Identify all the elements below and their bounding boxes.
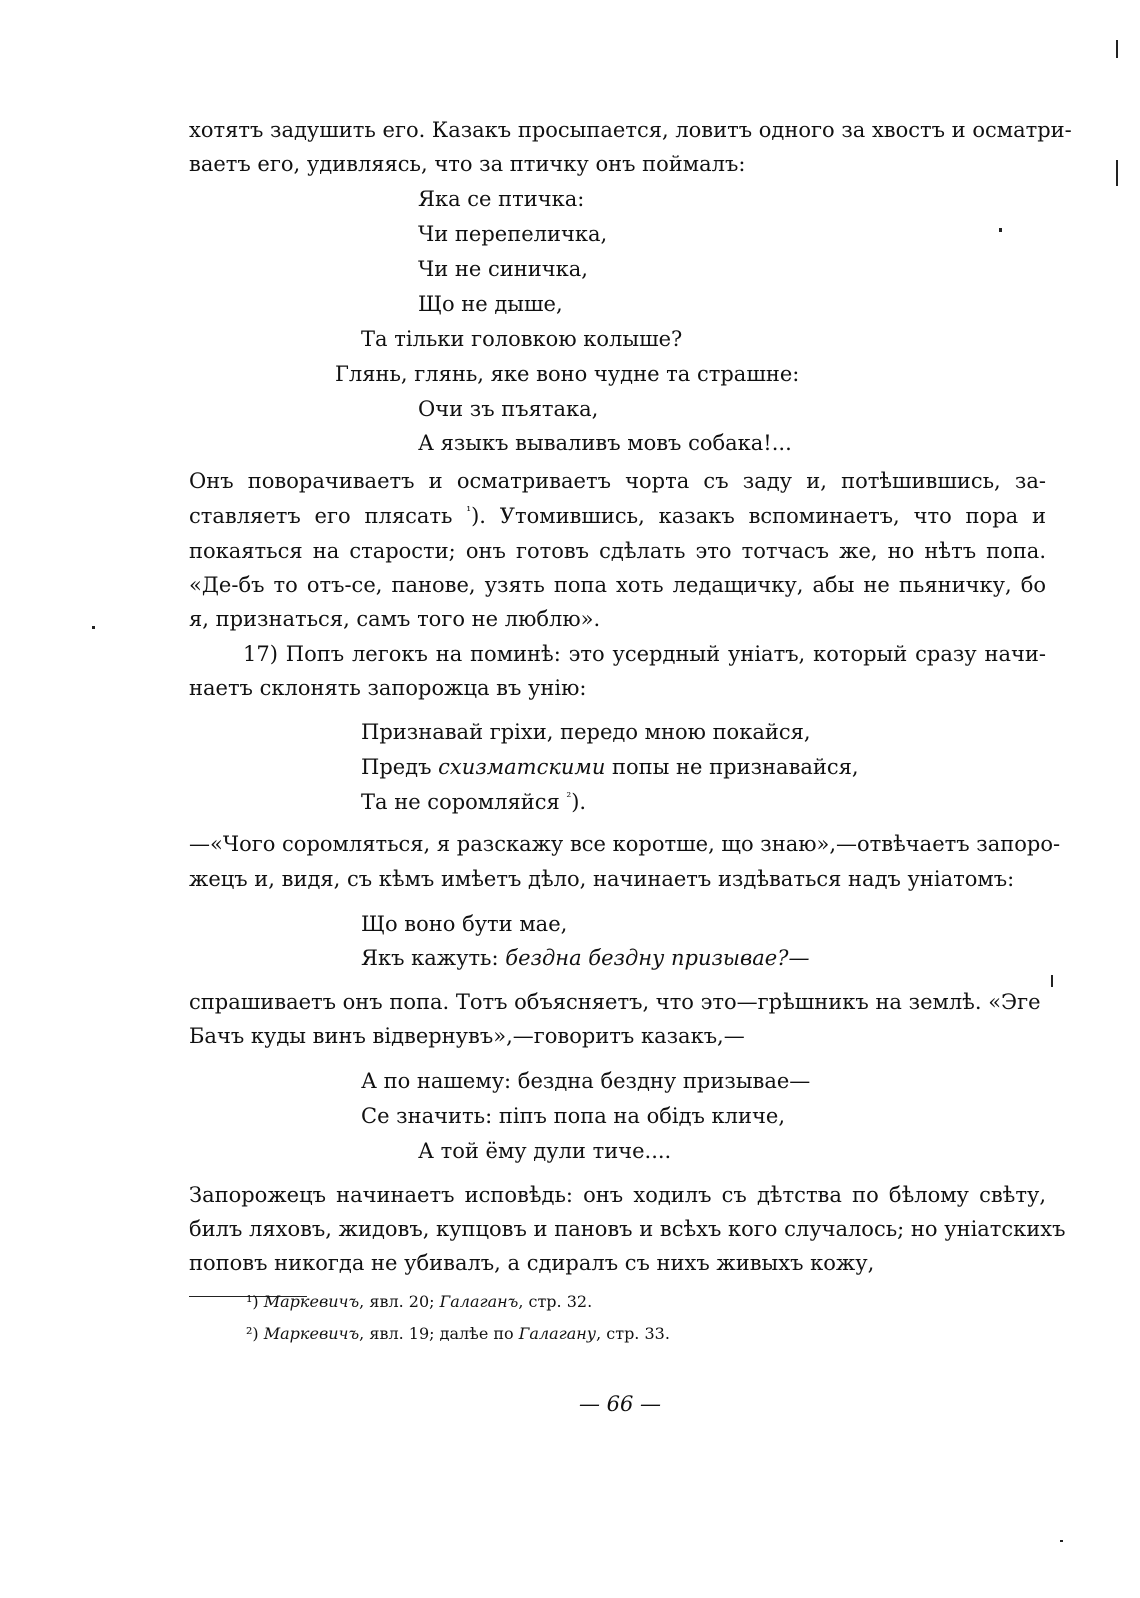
text-line: Бачъ куды винъ відвернувъ»,—говоритъ казакъ,—: [189, 1024, 745, 1048]
footnote-text: , стр. 32.: [518, 1292, 593, 1311]
text-line: поповъ никогда не убивалъ, а сдиралъ съ нихъ живыхъ кожу,: [189, 1251, 875, 1275]
verse-line: [361, 752, 859, 782]
text-line: 17) Попъ легокъ на поминѣ: это усердный уніатъ, который сразу начи-: [243, 642, 1046, 666]
text-line: [189, 501, 1046, 531]
verse-line: А по нашему: бездна бездну призывае—: [361, 1069, 811, 1093]
verse-line: Очи зъ пъятака,: [418, 397, 599, 421]
text-line: спрашиваетъ онъ попа. Тотъ объясняетъ, что это—грѣшникъ на землѣ. «Эге: [189, 990, 1041, 1014]
footnote-source: Галаганъ: [439, 1292, 519, 1311]
text-line: хотятъ задушить его. Казакъ просыпается, ловитъ одного за хвостъ и осматри-: [189, 118, 1072, 142]
text-line: Запорожецъ начинаетъ исповѣдь: онъ ходилъ съ дѣтства по бѣлому свѣту,: [189, 1183, 1046, 1207]
footnote-text: , явл. 19; далѣе по: [359, 1324, 519, 1343]
italic-text: бездна бездну призывае?—: [505, 946, 810, 970]
verse-line: Що воно бути мае,: [361, 912, 568, 936]
text-line: Онъ поворачиваетъ и осматриваетъ чорта съ заду и, потѣшившись, за-: [189, 469, 1046, 493]
footnote: [246, 1291, 592, 1313]
footnote-author: Маркевичъ: [263, 1324, 360, 1343]
scan-artifact: [1060, 1540, 1063, 1542]
text-line: билъ ляховъ, жидовъ, купцовъ и пановъ и всѣхъ кого случалось; но уніатскихъ: [189, 1217, 1066, 1241]
verse-line: Що не дыше,: [418, 292, 563, 316]
footnote-mark: ²): [246, 1324, 259, 1343]
text-line: —«Чого соромляться, я разскажу все коротше, що знаю»,—отвѣчаетъ запоро-: [189, 832, 1061, 856]
verse-line: Чи перепеличка,: [418, 222, 608, 246]
text-line: ваетъ его, удивляясь, что за птичку онъ поймалъ:: [189, 152, 746, 176]
footnote-text: , явл. 20;: [359, 1292, 440, 1311]
verse-line: Се значить: піпъ попа на обідъ кличе,: [361, 1104, 786, 1128]
text-line: покаяться на старости; онъ готовъ сдѣлать это тотчасъ же, но нѣтъ попа.: [189, 539, 1046, 563]
text-line: я, признаться, самъ того не люблю».: [189, 607, 601, 631]
verse-line: А той ёму дули тиче....: [418, 1139, 672, 1163]
scan-artifact: [999, 228, 1002, 232]
verse-line: Яка се птичка:: [418, 187, 585, 211]
page-number: — 66 —: [578, 1392, 662, 1416]
verse-line: А языкъ вываливъ мовъ собака!...: [418, 431, 792, 455]
verse-line: [361, 787, 586, 817]
footnote-mark: ¹): [246, 1292, 259, 1311]
footnote-ref: ²: [566, 790, 572, 804]
footnote: [246, 1323, 670, 1345]
scan-artifact: [92, 626, 95, 629]
text-fragment: попы не признавайся,: [605, 755, 859, 779]
text-fragment: Якъ кажуть:: [361, 946, 506, 970]
footnote-author: Маркевичъ: [263, 1292, 360, 1311]
footnote-source: Галагану: [518, 1324, 597, 1343]
text-fragment: ). Утомившись, казакъ вспоминаетъ, что пора и: [471, 504, 1046, 528]
verse-line: Та тільки головкою колыше?: [361, 327, 683, 351]
verse-line: Признавай гріхи, передо мною покайся,: [361, 720, 811, 744]
italic-text: схизматскими: [438, 755, 606, 779]
verse-line: Глянь, глянь, яке воно чудне та страшне:: [335, 362, 800, 386]
scan-artifact: [1116, 40, 1118, 58]
text-fragment: ставляетъ его плясать: [189, 504, 453, 528]
verse-line: Чи не синичка,: [418, 257, 588, 281]
text-line: жецъ и, видя, съ кѣмъ имѣетъ дѣло, начинаетъ издѣваться надъ уніатомъ:: [189, 867, 1015, 891]
footnote-ref: ¹: [466, 504, 472, 518]
scan-artifact: [1051, 975, 1053, 987]
scan-artifact: [1116, 160, 1118, 186]
text-fragment: Та не соромляйся: [361, 790, 560, 814]
verse-line: [361, 943, 809, 973]
text-fragment: Предъ: [361, 755, 439, 779]
text-line: «Де-бъ то отъ-се, панове, узять попа хоть ледащичку, абы не пьяничку, бо: [189, 573, 1046, 597]
text-line: наетъ склонять запорожца въ унію:: [189, 676, 587, 700]
footnote-text: , стр. 33.: [596, 1324, 670, 1343]
text-fragment: ).: [571, 790, 587, 814]
